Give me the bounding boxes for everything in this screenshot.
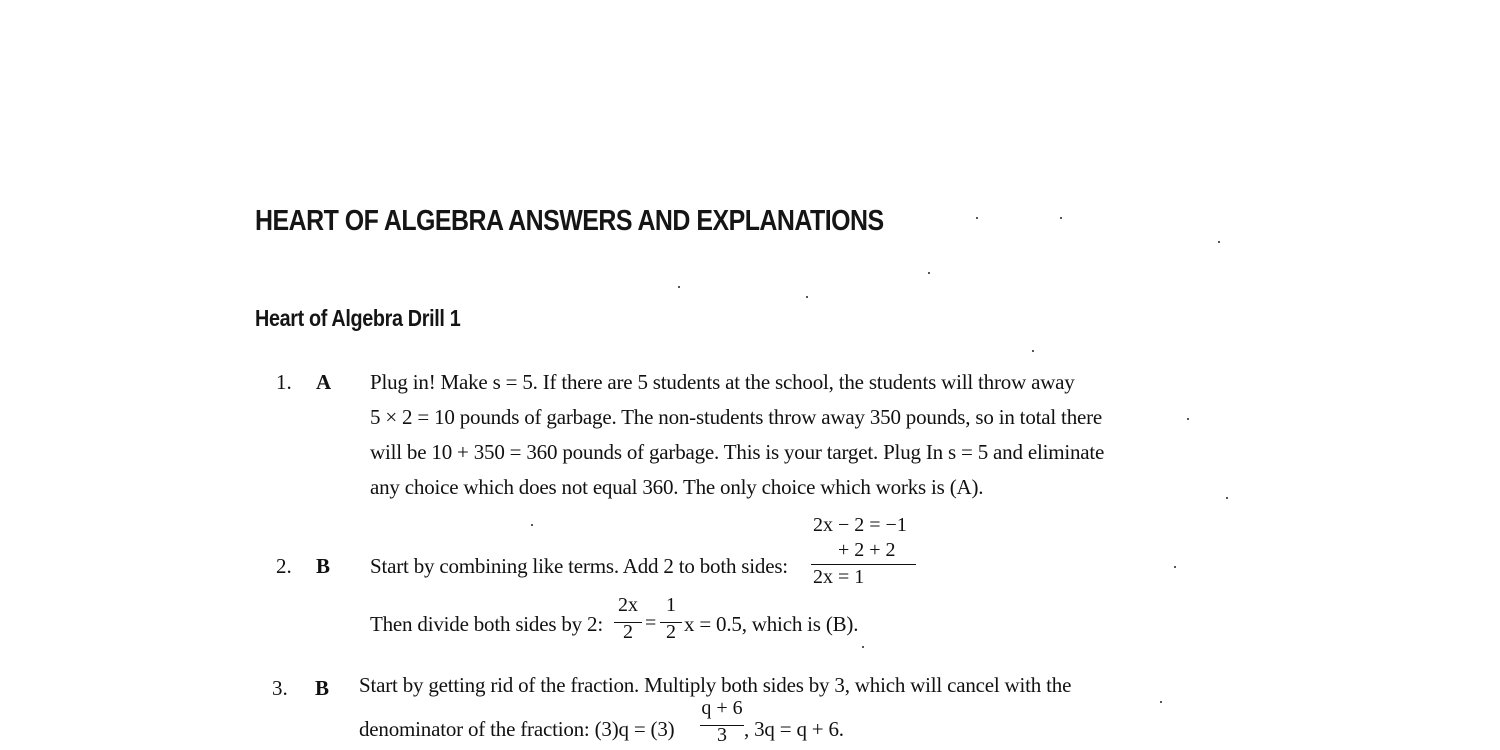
answer-line: x = 0.5, which is (B). xyxy=(684,612,859,636)
answer-line: will be 10 + 350 = 360 pounds of garbage. This is your target. Plug In s = 5 and eliminate xyxy=(370,440,1105,464)
answer-number: 3. xyxy=(272,676,288,700)
fraction-top: 1 xyxy=(666,594,676,616)
answer-line: 5 × 2 = 10 pounds of garbage. The non-students throw away 350 pounds, so in total there xyxy=(370,405,1103,429)
scan-speck xyxy=(806,296,808,298)
scan-speck xyxy=(976,217,978,219)
section-title: Heart of Algebra Drill 1 xyxy=(255,305,461,331)
scan-speck xyxy=(1160,701,1162,703)
answer-number: 1. xyxy=(276,370,292,394)
fraction-left xyxy=(614,594,642,649)
answer-letter: B xyxy=(316,554,331,578)
answer-line: Plug in! Make s = 5. If there are 5 students at the school, the students will throw away xyxy=(370,370,1075,394)
answer-line: Start by getting rid of the fraction. Multiply both sides by 3, which will cancel with the xyxy=(359,673,1072,697)
equation-line: 2x − 2 = −1 xyxy=(813,514,907,536)
answer-line: Then divide both sides by 2: xyxy=(370,612,603,636)
scan-speck xyxy=(1174,566,1176,568)
scan-speck xyxy=(678,286,680,288)
scan-speck xyxy=(1218,241,1220,243)
fraction-top: 2x xyxy=(618,594,638,616)
fraction-inline xyxy=(700,697,744,750)
equation-bar xyxy=(811,564,916,565)
page-title: HEART OF ALGEBRA ANSWERS AND EXPLANATIONS xyxy=(255,205,884,237)
fraction-bottom: 3 xyxy=(717,724,727,746)
scan-speck xyxy=(1226,497,1228,499)
answer-letter: A xyxy=(316,370,332,394)
answer-line: any choice which does not equal 360. The only choice which works is (A). xyxy=(370,475,984,499)
answer-letter: B xyxy=(315,676,330,700)
equation-line: + 2 + 2 xyxy=(838,539,896,561)
answer-line: , 3q = q + 6. xyxy=(744,717,844,741)
fraction-bottom: 2 xyxy=(623,621,633,643)
scan-speck xyxy=(1187,418,1189,420)
scan-speck xyxy=(531,524,533,526)
scan-speck xyxy=(928,272,930,274)
fraction-right xyxy=(660,594,682,649)
fraction-bottom: 2 xyxy=(666,621,676,643)
equals-sign: = xyxy=(645,612,657,634)
answer-number: 2. xyxy=(276,554,292,578)
equation-line: 2x = 1 xyxy=(813,566,865,588)
scan-speck xyxy=(862,646,864,648)
scan-speck xyxy=(1060,217,1062,219)
fraction-top: q + 6 xyxy=(701,697,743,719)
answer-line: denominator of the fraction: (3)q = (3) xyxy=(359,717,675,741)
scan-speck xyxy=(1032,350,1034,352)
answer-line: Start by combining like terms. Add 2 to both sides: xyxy=(370,554,788,578)
